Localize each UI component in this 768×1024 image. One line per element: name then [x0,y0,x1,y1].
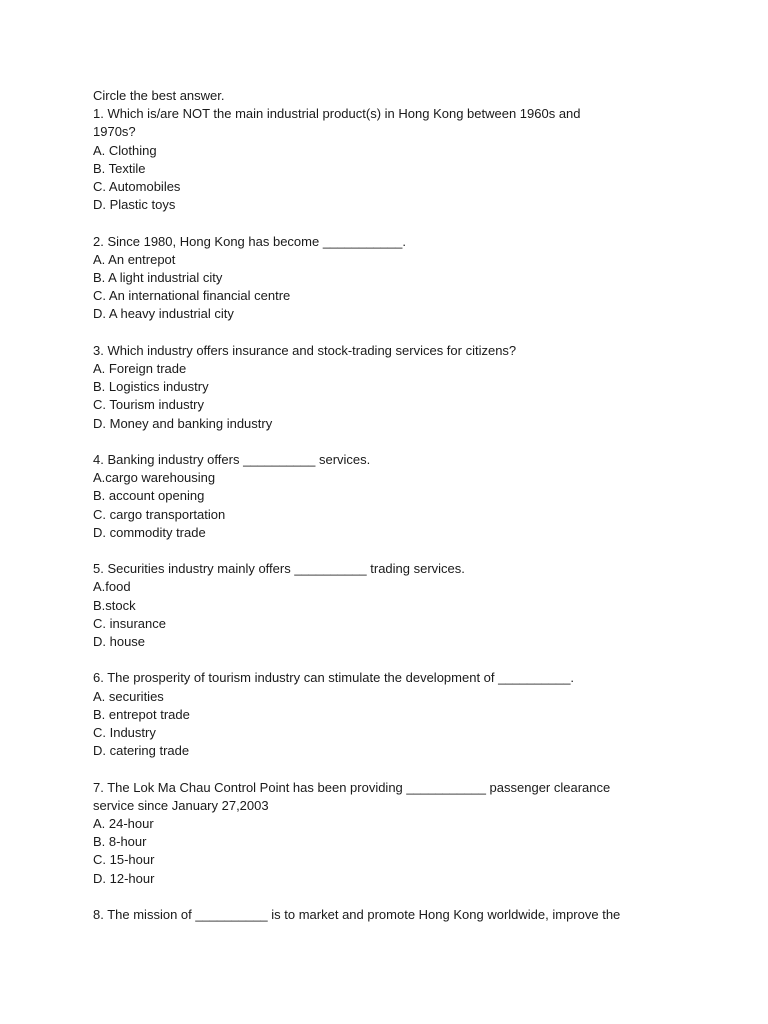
answer-option[interactable]: D. 12-hour [93,870,155,886]
answer-option[interactable]: D. house [93,634,146,650]
answer-option[interactable]: A. An entrepot [93,251,176,267]
question-stem: service since January 27,2003 [93,797,269,813]
answer-option[interactable]: C. An international financial centre [93,288,291,304]
question-stem: 1970s? [93,124,136,140]
question-block [93,560,683,651]
question-stem: 8. The mission of __________ is to market and promote Hong Kong worldwide, improve the [93,907,621,923]
answer-option[interactable]: A. 24-hour [93,816,154,832]
question-block [93,342,683,433]
question-block [93,451,683,542]
answer-option[interactable]: D. commodity trade [93,524,206,540]
answer-option[interactable]: B. entrepot trade [93,706,190,722]
answer-option[interactable]: C. Industry [93,725,156,741]
question-block [93,906,683,924]
answer-option[interactable]: A. Clothing [93,142,157,158]
answer-option[interactable]: D. catering trade [93,743,190,759]
answer-option[interactable]: D. Plastic toys [93,197,176,213]
question-stem: 1. Which is/are NOT the main industrial product(s) in Hong Kong between 1960s and [93,106,581,122]
answer-option[interactable]: B.stock [93,597,136,613]
question-block [93,669,683,760]
question-block [93,233,683,324]
answer-option[interactable]: C. insurance [93,615,166,631]
question-block [93,105,683,214]
answer-option[interactable]: B. A light industrial city [93,270,223,286]
answer-option[interactable]: A. Foreign trade [93,361,187,377]
answer-option[interactable]: C. Automobiles [93,179,181,195]
answer-option[interactable]: D. A heavy industrial city [93,306,234,322]
answer-option[interactable]: B. account opening [93,488,205,504]
document-body [93,87,683,924]
answer-option[interactable]: D. Money and banking industry [93,415,273,431]
answer-option[interactable]: C. cargo transportation [93,506,226,522]
answer-option[interactable]: B. 8-hour [93,834,147,850]
question-stem: 4. Banking industry offers __________ services. [93,452,371,468]
question-stem: 5. Securities industry mainly offers __________ trading services. [93,561,465,577]
question-stem: 3. Which industry offers insurance and stock-trading services for citizens? [93,342,517,358]
answer-option[interactable]: C. 15-hour [93,852,155,868]
answer-option[interactable]: C. Tourism industry [93,397,205,413]
answer-option[interactable]: B. Textile [93,160,146,176]
answer-option[interactable]: A.food [93,579,131,595]
question-list [93,105,683,924]
answer-option[interactable]: A.cargo warehousing [93,470,216,486]
question-stem: 6. The prosperity of tourism industry can stimulate the development of __________. [93,670,575,686]
question-stem: 7. The Lok Ma Chau Control Point has been providing ___________ passenger clearance [93,779,611,795]
question-stem: 2. Since 1980, Hong Kong has become ___________. [93,233,406,249]
answer-option[interactable]: A. securities [93,688,164,704]
answer-option[interactable]: B. Logistics industry [93,379,209,395]
instruction-text: Circle the best answer. [93,88,225,103]
question-block [93,779,683,888]
